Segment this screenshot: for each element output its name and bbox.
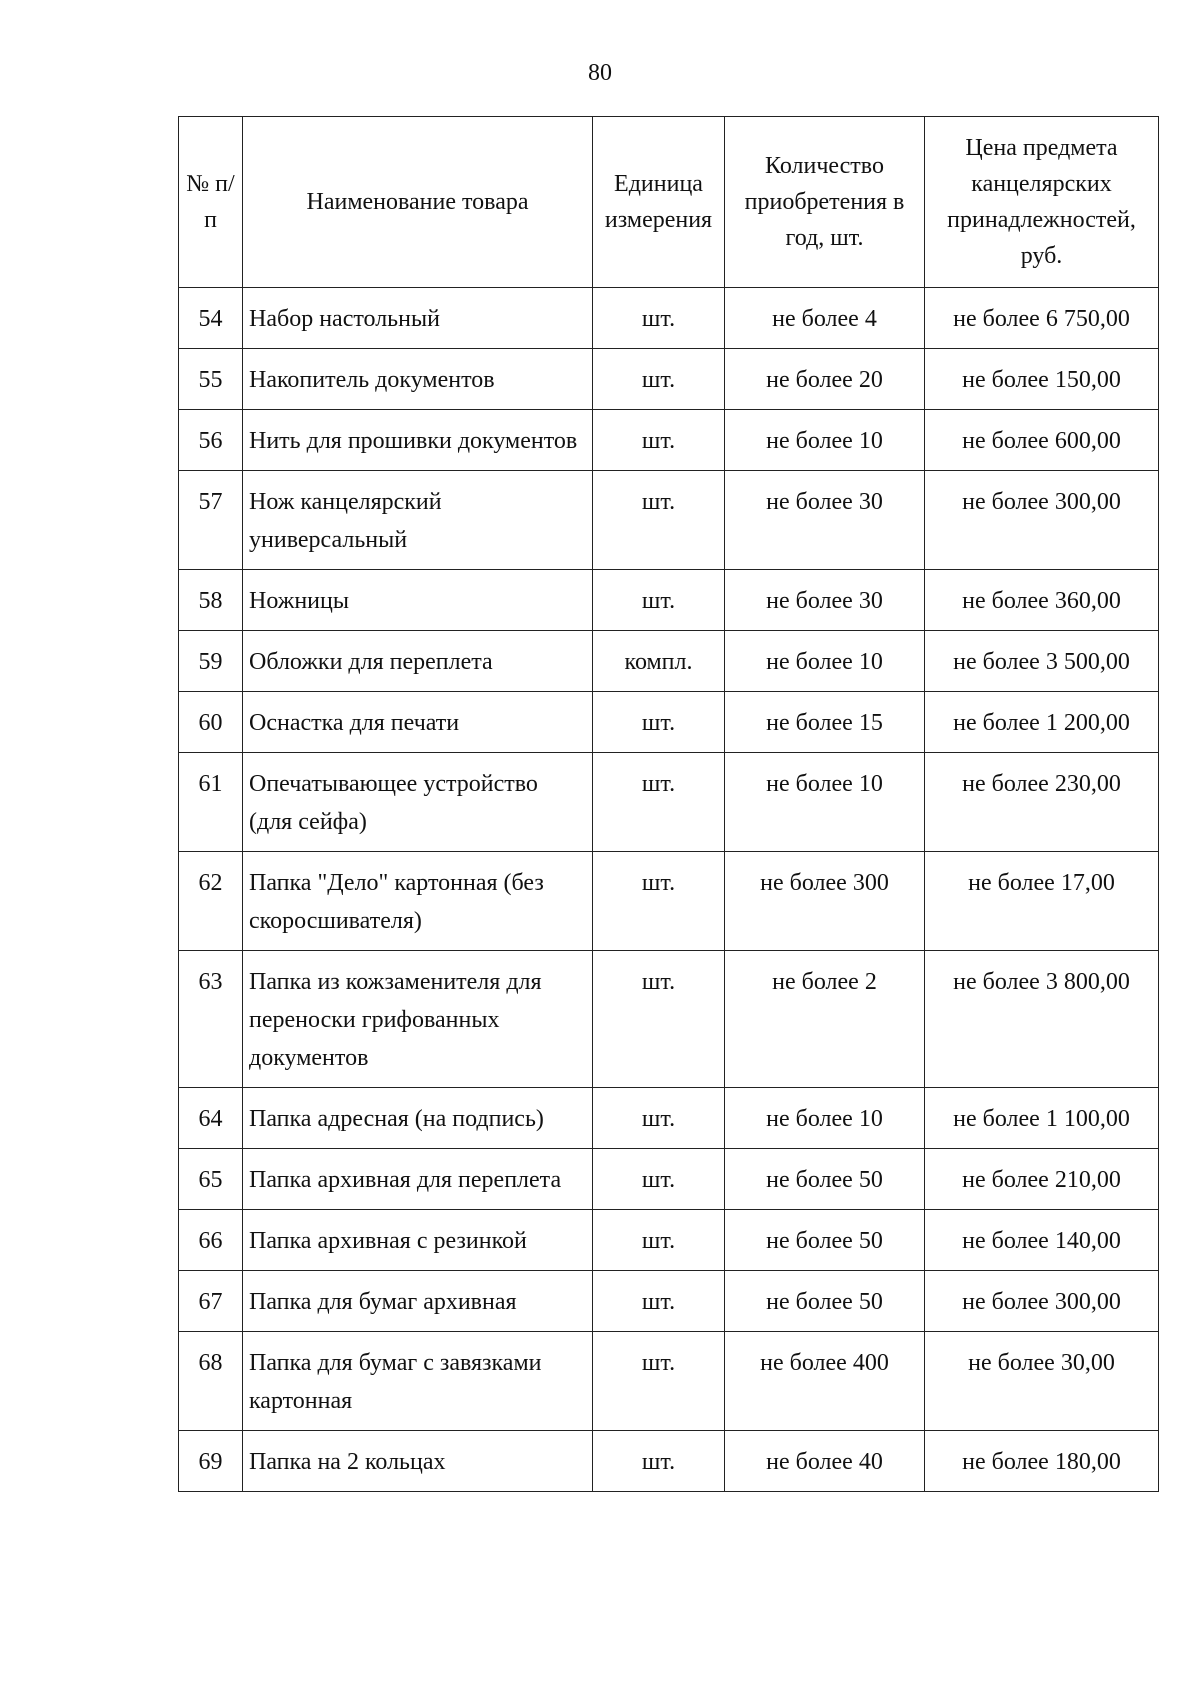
cell-qty: не более 10 (725, 753, 925, 852)
cell-price: не более 1 100,00 (925, 1088, 1159, 1149)
cell-price: не более 30,00 (925, 1332, 1159, 1431)
table-row (179, 631, 1159, 692)
cell-name: Опечатывающее устройство (для сейфа) (243, 753, 593, 852)
cell-qty: не более 400 (725, 1332, 925, 1431)
header-qty: Количество приобретения в год, шт. (725, 117, 925, 288)
table-row (179, 1149, 1159, 1210)
cell-price: не более 150,00 (925, 349, 1159, 410)
table-row (179, 1271, 1159, 1332)
cell-num: 58 (179, 570, 243, 631)
cell-num: 66 (179, 1210, 243, 1271)
cell-qty: не более 4 (725, 288, 925, 349)
cell-price: не более 1 200,00 (925, 692, 1159, 753)
cell-price: не более 230,00 (925, 753, 1159, 852)
table-row (179, 288, 1159, 349)
cell-num: 54 (179, 288, 243, 349)
table-header (179, 117, 1159, 288)
cell-price: не более 17,00 (925, 852, 1159, 951)
cell-unit: шт. (593, 1271, 725, 1332)
header-unit: Единица измерения (593, 117, 725, 288)
table-row (179, 410, 1159, 471)
cell-name: Обложки для переплета (243, 631, 593, 692)
cell-unit: шт. (593, 1149, 725, 1210)
cell-name: Нож канцелярский универсальный (243, 471, 593, 570)
cell-price: не более 300,00 (925, 1271, 1159, 1332)
table-row (179, 1332, 1159, 1431)
cell-qty: не более 50 (725, 1271, 925, 1332)
page-number: 80 (588, 60, 612, 86)
cell-qty: не более 10 (725, 631, 925, 692)
cell-unit: шт. (593, 1332, 725, 1431)
cell-num: 56 (179, 410, 243, 471)
cell-qty: не более 30 (725, 471, 925, 570)
cell-name: Папка архивная для переплета (243, 1149, 593, 1210)
table-body (179, 288, 1159, 1492)
table-row (179, 349, 1159, 410)
cell-qty: не более 15 (725, 692, 925, 753)
table-row (179, 753, 1159, 852)
cell-price: не более 360,00 (925, 570, 1159, 631)
table-row (179, 1210, 1159, 1271)
cell-name: Оснастка для печати (243, 692, 593, 753)
table-row (179, 1431, 1159, 1492)
cell-unit: шт. (593, 349, 725, 410)
cell-unit: шт. (593, 852, 725, 951)
cell-qty: не более 50 (725, 1210, 925, 1271)
cell-num: 64 (179, 1088, 243, 1149)
cell-qty: не более 10 (725, 1088, 925, 1149)
cell-name: Ножницы (243, 570, 593, 631)
cell-num: 67 (179, 1271, 243, 1332)
cell-name: Папка адресная (на подпись) (243, 1088, 593, 1149)
cell-qty: не более 50 (725, 1149, 925, 1210)
cell-qty: не более 30 (725, 570, 925, 631)
cell-num: 60 (179, 692, 243, 753)
cell-name: Папка для бумаг с завязками картонная (243, 1332, 593, 1431)
cell-price: не более 180,00 (925, 1431, 1159, 1492)
cell-qty: не более 300 (725, 852, 925, 951)
cell-num: 55 (179, 349, 243, 410)
cell-name: Набор настольный (243, 288, 593, 349)
cell-name: Папка из кожзаменителя для переноски грифованных документов (243, 951, 593, 1088)
cell-unit: шт. (593, 753, 725, 852)
goods-table (178, 116, 1159, 1492)
cell-num: 57 (179, 471, 243, 570)
header-price: Цена предмета канцелярских принадлежностей, руб. (925, 117, 1159, 288)
cell-num: 61 (179, 753, 243, 852)
cell-unit: шт. (593, 288, 725, 349)
cell-name: Папка на 2 кольцах (243, 1431, 593, 1492)
cell-unit: шт. (593, 1431, 725, 1492)
cell-price: не более 6 750,00 (925, 288, 1159, 349)
cell-name: Папка архивная с резинкой (243, 1210, 593, 1271)
table-row (179, 1088, 1159, 1149)
cell-unit: шт. (593, 471, 725, 570)
cell-name: Накопитель документов (243, 349, 593, 410)
table-row (179, 951, 1159, 1088)
cell-qty: не более 2 (725, 951, 925, 1088)
cell-price: не более 3 800,00 (925, 951, 1159, 1088)
cell-num: 63 (179, 951, 243, 1088)
cell-unit: шт. (593, 570, 725, 631)
cell-price: не более 3 500,00 (925, 631, 1159, 692)
header-num: № п/п (179, 117, 243, 288)
cell-unit: шт. (593, 410, 725, 471)
cell-unit: шт. (593, 951, 725, 1088)
cell-num: 68 (179, 1332, 243, 1431)
cell-num: 62 (179, 852, 243, 951)
cell-name: Нить для прошивки документов (243, 410, 593, 471)
cell-num: 59 (179, 631, 243, 692)
table-row (179, 471, 1159, 570)
cell-price: не более 600,00 (925, 410, 1159, 471)
cell-name: Папка "Дело" картонная (без скоросшивателя) (243, 852, 593, 951)
table-row (179, 570, 1159, 631)
cell-price: не более 300,00 (925, 471, 1159, 570)
cell-num: 69 (179, 1431, 243, 1492)
cell-num: 65 (179, 1149, 243, 1210)
cell-unit: шт. (593, 692, 725, 753)
cell-name: Папка для бумаг архивная (243, 1271, 593, 1332)
cell-qty: не более 40 (725, 1431, 925, 1492)
header-row (179, 117, 1159, 288)
table-row (179, 852, 1159, 951)
header-name: Наименование товара (243, 117, 593, 288)
cell-unit: шт. (593, 1210, 725, 1271)
table-row (179, 692, 1159, 753)
cell-unit: шт. (593, 1088, 725, 1149)
cell-unit: компл. (593, 631, 725, 692)
cell-price: не более 140,00 (925, 1210, 1159, 1271)
cell-qty: не более 10 (725, 410, 925, 471)
cell-price: не более 210,00 (925, 1149, 1159, 1210)
cell-qty: не более 20 (725, 349, 925, 410)
